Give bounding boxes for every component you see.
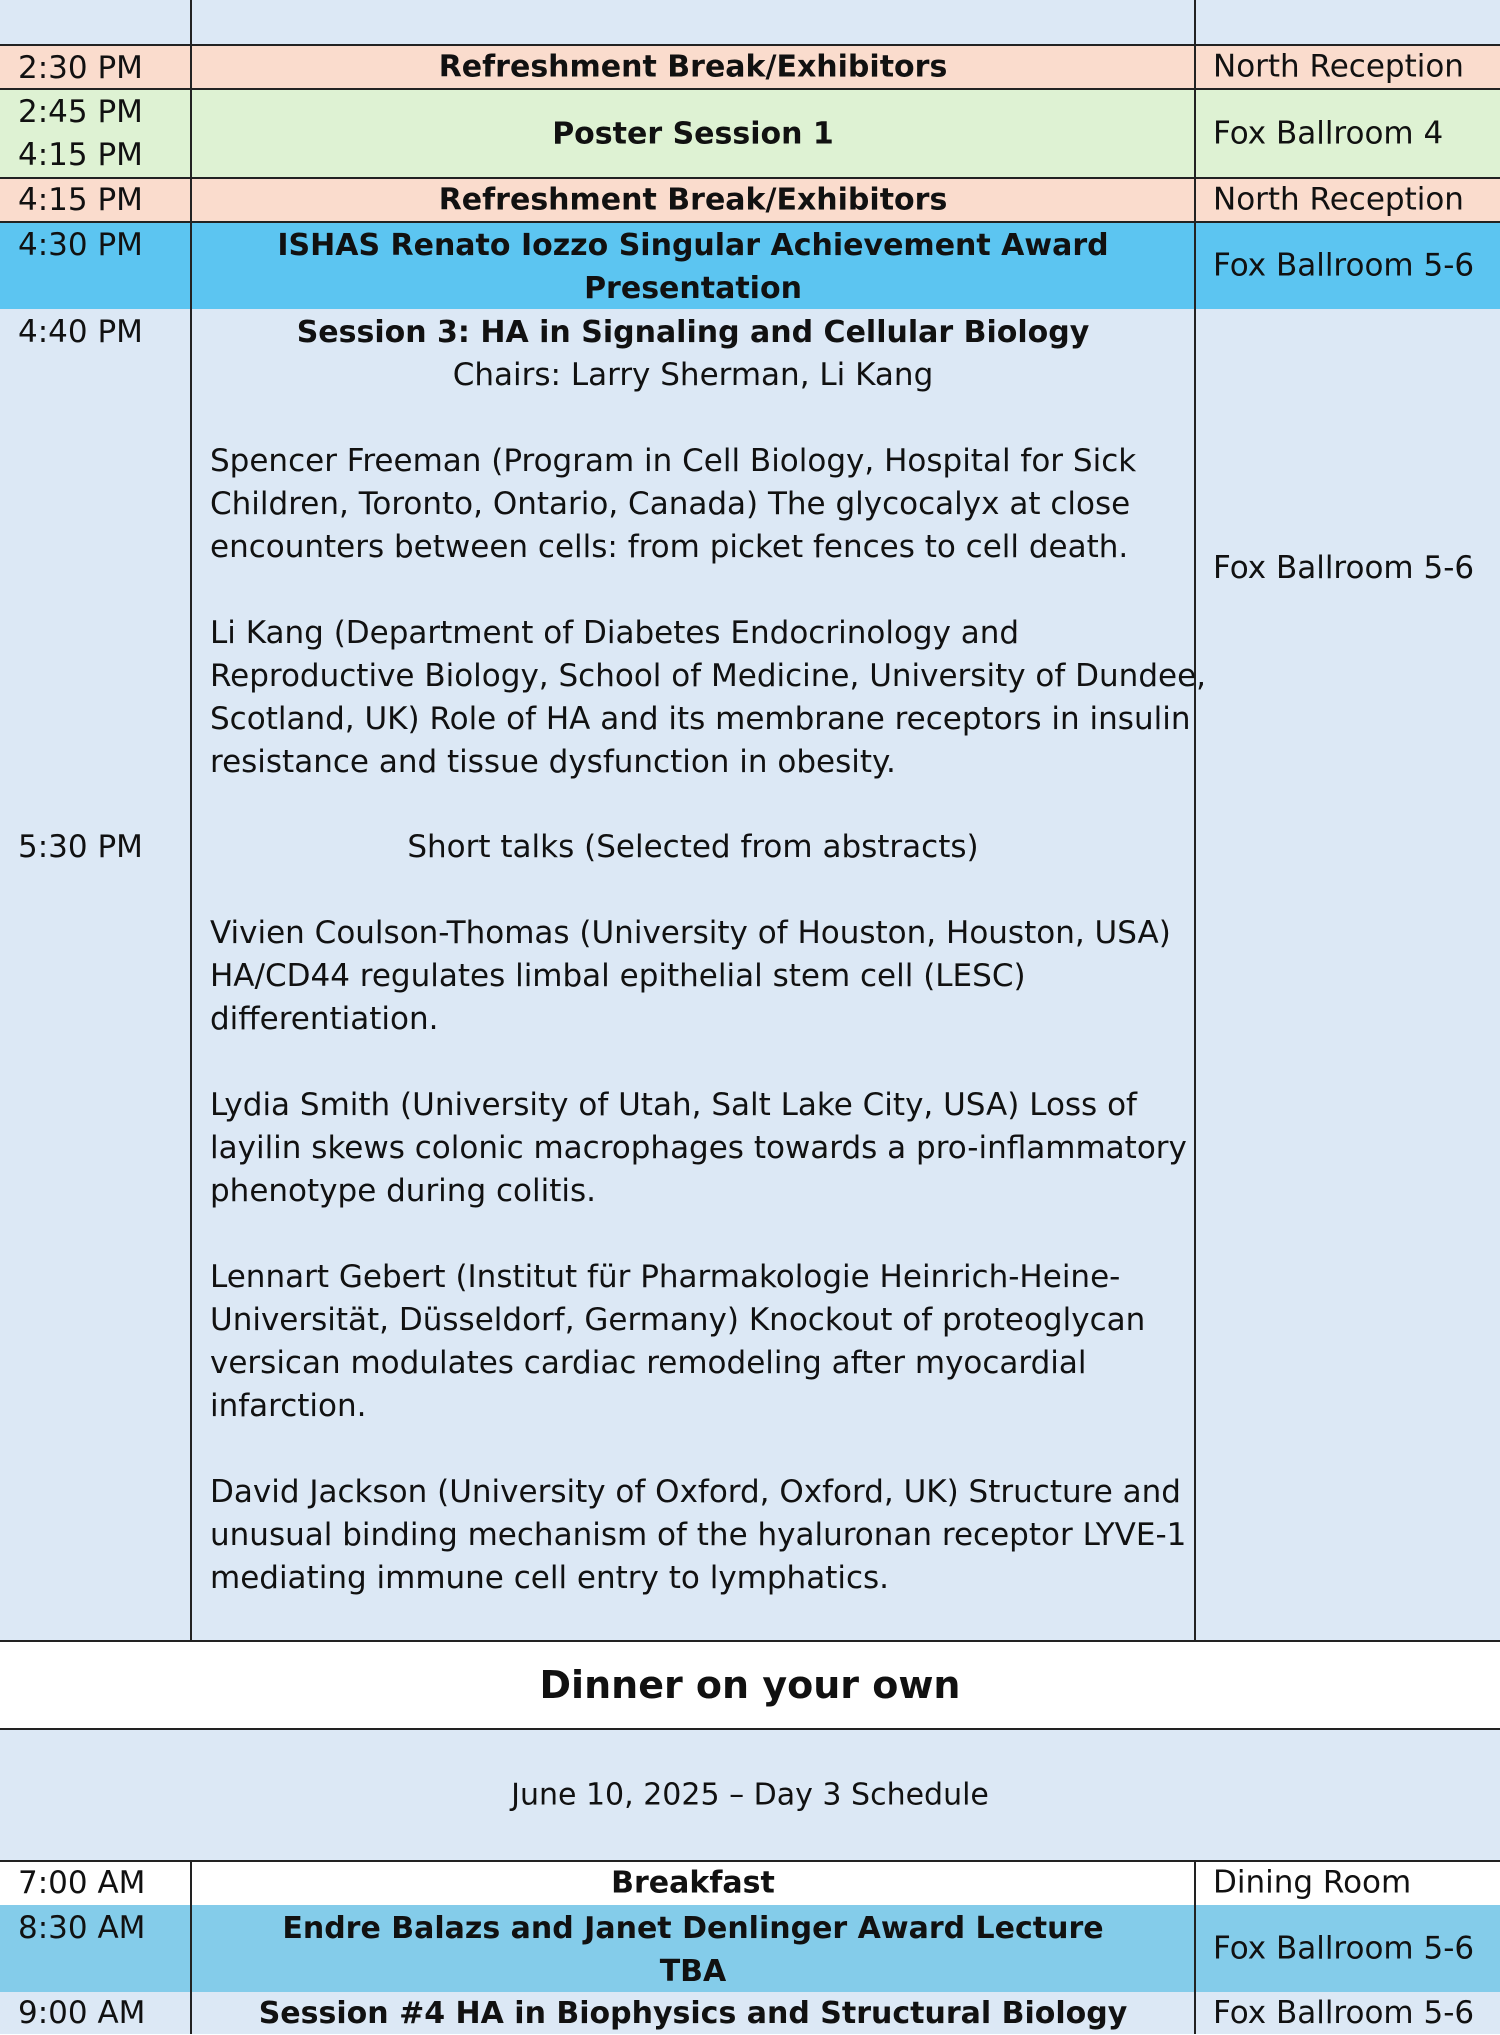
top-partial-row [0,0,1500,45]
talk-line: HA/CD44 regulates limbal epithelial stem cell (LESC) [210,958,1026,994]
location-label: Dining Room [1213,1864,1412,1901]
time-label: 2:30 PM [18,50,143,86]
short-talks-heading: Short talks (Selected from abstracts) [407,829,979,865]
schedule-row-breakfast [0,1861,1500,1905]
talk-line: Children, Toronto, Ontario, Canada) The glycocalyx at close [210,486,1131,522]
event-title: Refreshment Break/Exhibitors [438,49,948,85]
location-label: Fox Ballroom 5-6 [1213,1995,1475,2031]
location-cell [1196,1992,1500,2034]
day-3-header-row [0,1729,1500,1861]
main-cell [192,222,1196,309]
schedule-row-refreshment-1 [0,45,1500,89]
location-cell [1196,1861,1500,1905]
time-label: 4:40 PM [18,314,143,350]
time-label: 4:30 PM [18,227,143,263]
main-cell [192,309,1206,1641]
schedule-row-poster-session [0,89,1500,178]
schedule-row-refreshment-2 [0,178,1500,222]
main-cell [192,89,1196,178]
row-divider [0,221,1500,223]
talk-line: David Jackson (University of Oxford, Oxford, UK) Structure and [210,1474,1181,1510]
talk-line: Scotland, UK) Role of HA and its membrane receptors in insulin [210,701,1191,737]
dinner-title: Dinner on your own [539,1663,961,1707]
time-cell [0,45,192,89]
time-cell [0,0,192,45]
talk-line: Reproductive Biology, School of Medicine, University of Dundee, [210,658,1206,694]
row-divider [0,1728,1500,1730]
main-cell [192,1861,1196,1905]
location-label: North Reception [1213,48,1464,85]
day-3-title: June 10, 2025 – Day 3 Schedule [511,1777,989,1813]
time-label-short-talks: 5:30 PM [18,829,143,865]
main-cell [192,45,1196,89]
time-cell [0,222,192,309]
event-title-line2: TBA [659,1954,727,1989]
row-divider [0,1860,1500,1862]
dinner-row [0,1641,1500,1729]
session-title: Session 3: HA in Signaling and Cellular Biology [296,315,1090,350]
main-cell [192,1992,1196,2034]
location-label: North Reception [1213,181,1464,218]
location-cell [1196,89,1500,178]
time-end-label: 4:15 PM [18,137,143,173]
location-label: Fox Ballroom 5-6 [1213,247,1475,283]
event-title: Breakfast [611,1865,775,1901]
talk-line: differentiation. [210,1001,439,1037]
event-title-line2: Presentation [584,271,802,306]
row-divider [0,44,1500,46]
talk-line: resistance and tissue dysfunction in obesity. [210,744,896,780]
location-cell [1196,178,1500,222]
event-title: Poster Session 1 [552,116,834,151]
schedule-row-award-lecture [0,1905,1500,1992]
row-divider [0,1640,1500,1642]
schedule-row-session-3 [0,309,1500,1641]
time-cell [0,178,192,222]
talk-line: layilin skews colonic macrophages towards a pro-inflammatory [210,1130,1187,1166]
talk-line: encounters between cells: from picket fences to cell death. [210,529,1129,565]
time-label: 9:00 AM [18,1995,146,2031]
time-cell [0,1992,192,2034]
row-divider [0,177,1500,179]
time-cell [0,309,192,1641]
location-cell [1196,309,1500,1641]
time-cell [0,1905,192,1992]
talk-line: Universität, Düsseldorf, Germany) Knockout of proteoglycan [210,1302,1146,1338]
location-cell [1196,45,1500,89]
talk-line: Lydia Smith (University of Utah, Salt Lake City, USA) Loss of [210,1087,1137,1123]
location-cell [1196,1905,1500,1992]
talk-line: unusual binding mechanism of the hyaluronan receptor LYVE-1 [210,1517,1187,1553]
time-cell [0,89,192,178]
location-cell [1196,222,1500,309]
time-label: 7:00 AM [18,1865,146,1901]
schedule-row-award [0,222,1500,309]
schedule-row-session-4 [0,1992,1500,2034]
session-title: Session #4 HA in Biophysics and Structural Biology [258,1996,1128,2031]
event-title-line1: ISHAS Renato Iozzo Singular Achievement Award [277,228,1109,263]
talk-line: versican modulates cardiac remodeling after myocardial [210,1345,1087,1381]
time-label: 8:30 AM [18,1910,146,1946]
talk-line: mediating immune cell entry to lymphatics. [210,1560,890,1596]
talk-line: phenotype during colitis. [210,1173,596,1209]
location-label: Fox Ballroom 5-6 [1213,550,1475,586]
location-label: Fox Ballroom 4 [1213,115,1444,151]
talk-line: Lennart Gebert (Institut für Pharmakologie Heinrich-Heine- [210,1259,1121,1295]
main-cell [192,1905,1196,1992]
time-start-label: 2:45 PM [18,94,143,130]
talk-line: Vivien Coulson-Thomas (University of Houston, Houston, USA) [210,915,1171,951]
main-cell [192,0,1196,45]
talk-line: Li Kang (Department of Diabetes Endocrinology and [210,615,1020,651]
session-chairs: Chairs: Larry Sherman, Li Kang [452,357,934,393]
event-title: Refreshment Break/Exhibitors [438,182,948,218]
location-label: Fox Ballroom 5-6 [1213,1930,1475,1966]
event-title-line1: Endre Balazs and Janet Denlinger Award Lecture [282,1911,1104,1946]
talk-line: Spencer Freeman (Program in Cell Biology, Hospital for Sick [210,443,1137,479]
row-divider [0,88,1500,90]
time-label: 4:15 PM [18,182,143,218]
location-cell [1196,0,1500,45]
time-cell [0,1861,192,1905]
main-cell [192,178,1196,222]
talk-line: infarction. [210,1388,367,1424]
